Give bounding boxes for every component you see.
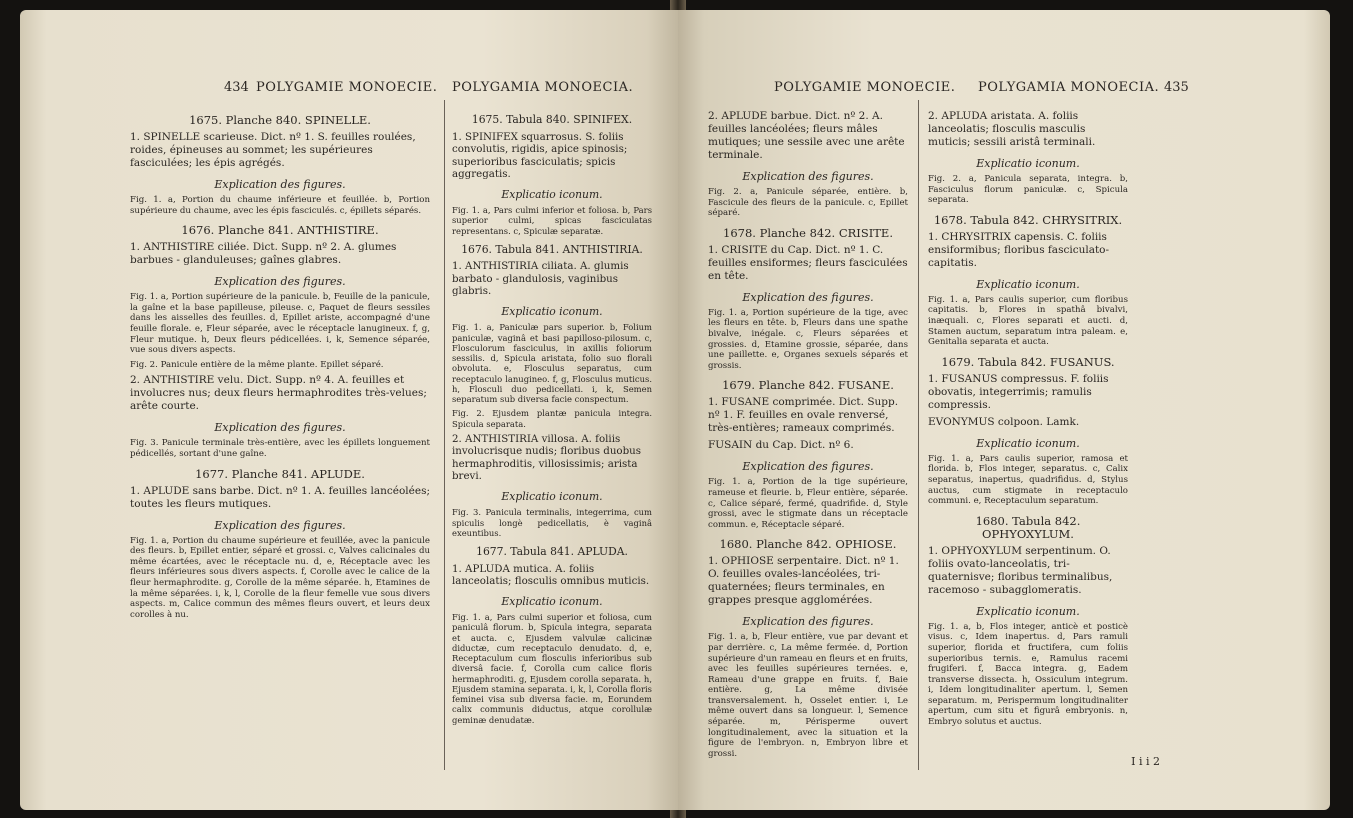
figure-caption: Fig. 1. a, Pars culmi superior et foliosa, cum paniculâ florum. b, Spicula integra, separata et aucta. c, Ejusdem valvulæ calicinæ diductæ, cum receptaculo denudato. d, e, Receptaculum cum flosculis inferioribus sub diversâ facie. f, Corolla cum calice floris hermaphroditi. g, Ejusdem corolla separata. h, Ejusdem stamina separata. i, k, l, Corolla floris feminei visa sub diversa facie. m, Eorundem calix communis diductus, atque corollulæ geminæ denudatæ.: [452, 612, 652, 725]
section-heading: 1678. Tabula 842. CHRYSITRIX.: [933, 212, 1123, 227]
figure-caption: Fig. 1. a, Portion supérieure de la tige, avec les fleurs en tête. b, Fleurs dans une spathe bivalve, inégale. c, Fleurs séparées et grossies. d, Etamine grossie, séparée, dans une paillette. e, Organes sexuels séparés et grossis.: [708, 307, 908, 371]
explanation-heading: Explicatio iconum.: [976, 604, 1080, 618]
figure-caption: Fig. 1. a, b, Fleur entière, vue par devant et par derrière. c, La même fermée. d, Portion supérieure d'un rameau en fleurs et en fruits, avec les feuilles supérieures ternées. e, Rameau d'une grappe en fruits. f, Baie entière. g, La même divisée transversalement. h, Osselet entier. i, Le même ouvert dans sa longueur. l, Semence séparée. m, Périsperme ouvert longitudinalement, avec la situation et la figure de l'embryon. n, Embryon libre et grossi.: [708, 632, 908, 759]
column-latin: [928, 106, 1128, 732]
page-header-la: POLYGAMIA MONOECIA.: [452, 80, 634, 95]
figure-caption: Fig. 1. a, Paniculæ pars superior. b, Folium paniculæ, vaginâ et basi papilloso-pilosum. c, Flosculorum fasciculus, in axillis foliorum sessilis. d, Spicula aristata, folio suo florali obvoluta. e, Flosculus separatus, cum receptaculo lanugineo. f, g, Flosculus muticus. h, Flosculi duo pedicellati. i, k, Semen separatum sub diversa facie conspectum.: [452, 322, 652, 404]
explanation-heading: Explication des figures.: [742, 460, 874, 474]
explanation-heading: Explicatio iconum.: [501, 489, 603, 503]
section-heading: 1678. Planche 842. CRISITE.: [723, 225, 893, 240]
explanation-heading: Explication des figures.: [742, 615, 874, 629]
section-heading: 1676. Planche 841. ANTHISTIRE.: [181, 223, 379, 238]
figure-caption: Fig. 2. Ejusdem plantæ panicula integra. Spicula separata.: [452, 408, 652, 429]
explanation-heading: Explication des figures.: [742, 290, 874, 304]
species-entry: 2. APLUDA aristata. A. foliis lanceolatis; flosculis masculis muticis; sessili aristâ terminali.: [928, 110, 1096, 148]
explanation-heading: Explication des figures.: [214, 275, 346, 289]
page-number: 434: [224, 80, 249, 95]
explanation-heading: Explication des figures.: [214, 178, 346, 191]
left-page: [20, 10, 680, 810]
page-number: 435: [1164, 80, 1189, 95]
explanation-heading: Explicatio iconum.: [976, 157, 1080, 170]
species-entry: 1. FUSANUS compressus. F. foliis obovatis, integerrimis; ramulis compressis.: [928, 372, 1109, 411]
species-entry: 2. ANTHISTIRE velu. Dict. Supp. nº 4. A. feuilles et involucres nus; deux fleurs hermaphrodites très-velues; arête courte.: [130, 374, 427, 413]
figure-caption: Fig. 1. a, Portion du chaume inférieure et feuillée. b, Portion supérieure du chaume, avec les épis fasciculés. c, épillets séparés.: [130, 195, 430, 216]
species-entry: 1. ANTHISTIRE ciliée. Dict. Supp. nº 2. A. glumes barbues - glanduleuses; gaînes glabres.: [130, 241, 397, 267]
section-heading: 1675. Tabula 840. SPINIFEX.: [471, 113, 633, 126]
figure-caption: Fig. 3. Panicula terminalis, integerrima, cum spiculis longè pedicellatis, è vaginâ exeuntibus.: [452, 507, 652, 538]
species-entry: FUSAIN du Cap. Dict. nº 6.: [708, 439, 854, 452]
species-entry: 1. CHRYSITRIX capensis. C. foliis ensiformibus; floribus fasciculato-capitatis.: [928, 230, 1110, 269]
column-latin: [452, 106, 652, 729]
explanation-heading: Explicatio iconum.: [501, 304, 603, 318]
species-entry: 2. ANTHISTIRIA villosa. A. foliis involucrisque nudis; floribus duobus hermaphroditis, villosissimis; arista brevi.: [452, 432, 642, 483]
column-rule: [444, 100, 445, 770]
figure-caption: Fig. 1. a, Portion de la tige supérieure, rameuse et fleurie. b, Fleur entière, séparée. c, Calice séparé, fermé, quadrifide. d, Style grossi, avec le stigmate dans un réceptacle commun. e, Réceptacle séparé.: [708, 477, 908, 530]
species-entry: 1. FUSANE comprimée. Dict. Supp. nº 1. F. feuilles en ovale renversé, très-entières; rameaux comprimés.: [708, 396, 899, 435]
species-entry: 1. CRISITE du Cap. Dict. nº 1. C. feuilles ensiformes; fleurs fasciculées en tête.: [708, 243, 908, 282]
page-header-la: POLYGAMIA MONOECIA.: [978, 80, 1160, 95]
explanation-heading: Explicatio iconum.: [501, 594, 603, 608]
explanation-heading: Explication des figures.: [742, 170, 874, 183]
right-page: [678, 10, 1330, 810]
species-entry: 2. APLUDE barbue. Dict. nº 2. A. feuilles lancéolées; fleurs mâles mutiques; une sessile avec une arête terminale.: [708, 110, 905, 161]
figure-caption: Fig. 1. a, b, Flos integer, anticè et posticè visus. c, Idem inapertus. d, Pars ramuli superior, florida et fructifera, cum foliis superioribus ternis. e, Ramulus racemi frugiferi. f, Bacca integra. g, Eadem transverse dissecta. h, Ossiculum integrum. i, Idem longitudinaliter apertum. l, Semen separatum. m, Perispermum longitudinaliter apertum, cum situ et figurâ embryonis. n, Embryo solutus et auctus.: [928, 621, 1128, 728]
section-heading: 1676. Tabula 841. ANTHISTIRIA.: [461, 242, 643, 256]
species-entry: 1. OPHYOXYLUM serpentinum. O. foliis ovato-lanceolatis, tri-quaternisve; floribus terminalibus, racemoso - subagglomeratis.: [928, 544, 1113, 596]
explanation-heading: Explicatio iconum.: [976, 277, 1080, 291]
figure-caption: Fig. 1. a, Pars caulis superior, ramosa et florida. b, Flos integer, separatus. c, Calix separatus, inapertus, quadrifidus. d, Stylus auctus, cum stigmate in receptaculo communi. e, Receptaculum separatum.: [928, 453, 1128, 507]
section-heading: 1677. Tabula 841. APLUDA.: [476, 545, 628, 558]
explanation-heading: Explication des figures.: [214, 518, 346, 532]
species-entry: 1. ANTHISTIRIA ciliata. A. glumis barbato - glandulosis, vaginibus glabris.: [452, 260, 629, 298]
figure-caption: Fig. 1. a, Pars caulis superior, cum floribus capitatis. b, Flores in spathâ bivalvi, inæquali. c, Flores separati et aucti. d, Stamen auctum, separatum intra paleam. e, Genitalia separata et aucta.: [928, 294, 1128, 348]
figure-caption: Fig. 2. a, Panicula separata, integra. b, Fasciculus florum paniculæ. c, Spicula separata.: [928, 174, 1128, 206]
page-header-fr: POLYGAMIE MONOECIE.: [256, 80, 438, 95]
column-french: [130, 106, 430, 624]
column-rule: [918, 100, 919, 770]
figure-caption: Fig. 2. Panicule entière de la même plante. Epillet séparé.: [130, 359, 384, 370]
page-header-fr: POLYGAMIE MONOECIE.: [774, 80, 956, 95]
figure-caption: Fig. 2. a, Panicule séparée, entière. b, Fascicule des fleurs de la panicule. c, Epillet séparé.: [708, 187, 908, 219]
explanation-heading: Explicatio iconum.: [501, 187, 603, 201]
species-entry: 1. SPINELLE scarieuse. Dict. nº 1. S. feuilles roulées, roides, épineuses au sommet; les supérieures fasciculées; les épis agrégés.: [130, 131, 416, 169]
explanation-heading: Explicatio iconum.: [976, 436, 1080, 450]
section-heading: 1675. Planche 840. SPINELLE.: [189, 113, 371, 127]
species-entry: 1. APLUDE sans barbe. Dict. nº 1. A. feuilles lancéolées; toutes les fleurs mutiques.: [130, 484, 431, 510]
species-entry: 1. SPINIFEX squarrosus. S. foliis convolutis, rigidis, apice spinosis; superioribus fasciculatis; spicis aggregatis.: [452, 130, 628, 180]
column-french: [708, 106, 908, 763]
section-heading: 1679. Tabula 842. FUSANUS.: [941, 354, 1115, 369]
figure-caption: Fig. 1. a, Pars culmi inferior et foliosa. b, Pars superior culmi, spicas fasciculatas representans. c, Spiculæ separatæ.: [452, 205, 652, 236]
species-entry: 1. OPHIOSE serpentaire. Dict. nº 1. O. feuilles ovales-lancéolées, tri-quaternées; fleurs terminales, en grappes presque agglomérées.: [708, 555, 899, 607]
explanation-heading: Explication des figures.: [214, 421, 346, 435]
section-heading: 1679. Planche 842. FUSANE.: [722, 378, 894, 393]
signature-mark: I i i 2: [1131, 755, 1160, 768]
species-entry: EVONYMUS colpoon. Lamk.: [928, 415, 1080, 428]
figure-caption: Fig. 1. a, Portion supérieure de la panicule. b, Feuille de la panicule, la gaîne et la base papilleuse, pileuse. c, Paquet de fleurs sessiles dans les aisselles des feuilles. d, Epillet ariste, accompagné d'une feuille florale. e, Fleur séparée, avec le réceptacle lanugineux. f, g, Fleur mutique. h, Deux fleurs pédicellées. i, k, Semence séparée, vue sous divers aspects.: [130, 292, 430, 356]
figure-caption: Fig. 3. Panicule terminale très-entière, avec les épillets longuement pédicellés, sortant d'une gaîne.: [130, 438, 430, 459]
section-heading: 1677. Planche 841. APLUDE.: [195, 466, 365, 481]
section-heading: 1680. Planche 842. OPHIOSE.: [719, 537, 897, 552]
section-heading: 1680. Tabula 842. OPHYOXYLUM.: [975, 513, 1081, 541]
species-entry: 1. APLUDA mutica. A. foliis lanceolatis; flosculis omnibus muticis.: [452, 562, 650, 587]
figure-caption: Fig. 1. a, Portion du chaume supérieure et feuillée, avec la panicule des fleurs. b, Epillet entier, séparé et grossi. c, Valves calicinales du même écartées, avec le réceptacle nu. d, e, Réceptacle avec les fleurs inférieures sous divers aspects. f, Corolle avec le calice de la fleur hermaphrodite. g, Corolle de la même séparée. h, Etamines de la même séparées. i, k, l, Corolle de la fleur femelle vue sous divers aspects. m, Calice commun des mêmes fleurs ouvert, et leurs deux corolles à nu.: [130, 535, 430, 620]
